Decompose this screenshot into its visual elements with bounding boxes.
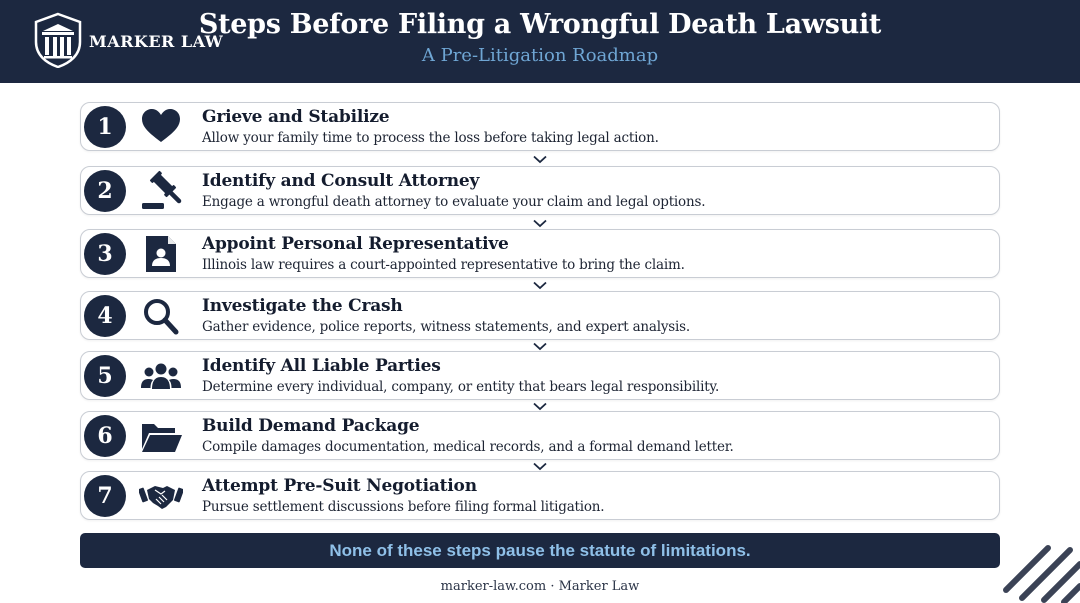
step-card-4 xyxy=(80,291,1000,340)
folder-icon xyxy=(139,415,183,457)
step-description: Engage a wrongful death attorney to evaluate your claim and legal options. xyxy=(202,194,706,210)
step-number: 7 xyxy=(84,475,126,517)
step-card-7 xyxy=(80,471,1000,520)
magnifier-icon xyxy=(139,295,183,337)
footer-text: marker-law.com · Marker Law xyxy=(440,579,640,594)
statute-warning-banner: None of these steps pause the statute of limitations. xyxy=(80,533,1000,568)
page-subtitle: A Pre-Litigation Roadmap xyxy=(421,45,659,66)
page-title: Steps Before Filing a Wrongful Death Lawsuit xyxy=(198,9,882,40)
step-title: Attempt Pre-Suit Negotiation xyxy=(202,476,477,496)
chevron-down-icon xyxy=(532,402,548,411)
chevron-down-icon xyxy=(532,342,548,351)
step-card-1 xyxy=(80,102,1000,151)
step-card-2 xyxy=(80,166,1000,215)
step-description: Allow your family time to process the loss before taking legal action. xyxy=(202,130,659,146)
step-number: 5 xyxy=(84,355,126,397)
brand-name: MARKER LAW xyxy=(89,32,224,51)
people-group-icon xyxy=(139,355,183,397)
header-bar xyxy=(0,0,1080,83)
step-title: Appoint Personal Representative xyxy=(202,234,509,254)
step-description: Pursue settlement discussions before filing formal litigation. xyxy=(202,499,605,515)
decorative-stripes xyxy=(998,520,1080,603)
id-document-icon xyxy=(139,233,183,275)
step-title: Identify and Consult Attorney xyxy=(202,171,480,191)
chevron-down-icon xyxy=(532,281,548,290)
handshake-icon xyxy=(139,475,183,517)
step-card-6 xyxy=(80,411,1000,460)
step-title: Identify All Liable Parties xyxy=(202,356,441,376)
step-title: Build Demand Package xyxy=(202,416,420,436)
step-description: Gather evidence, police reports, witness statements, and expert analysis. xyxy=(202,319,690,335)
pillar-logo-icon xyxy=(32,12,84,68)
step-number: 2 xyxy=(84,170,126,212)
step-number: 4 xyxy=(84,295,126,337)
gavel-icon xyxy=(139,170,183,212)
step-description: Compile damages documentation, medical records, and a formal demand letter. xyxy=(202,439,734,455)
step-card-5 xyxy=(80,351,1000,400)
step-description: Determine every individual, company, or entity that bears legal responsibility. xyxy=(202,379,720,395)
step-title: Grieve and Stabilize xyxy=(202,107,390,127)
step-description: Illinois law requires a court-appointed representative to bring the claim. xyxy=(202,257,685,273)
step-number: 1 xyxy=(84,106,126,148)
chevron-down-icon xyxy=(532,155,548,164)
step-number: 6 xyxy=(84,415,126,457)
chevron-down-icon xyxy=(532,219,548,228)
step-card-3 xyxy=(80,229,1000,278)
step-number: 3 xyxy=(84,233,126,275)
step-title: Investigate the Crash xyxy=(202,296,403,316)
chevron-down-icon xyxy=(532,462,548,471)
heart-icon xyxy=(139,106,183,148)
